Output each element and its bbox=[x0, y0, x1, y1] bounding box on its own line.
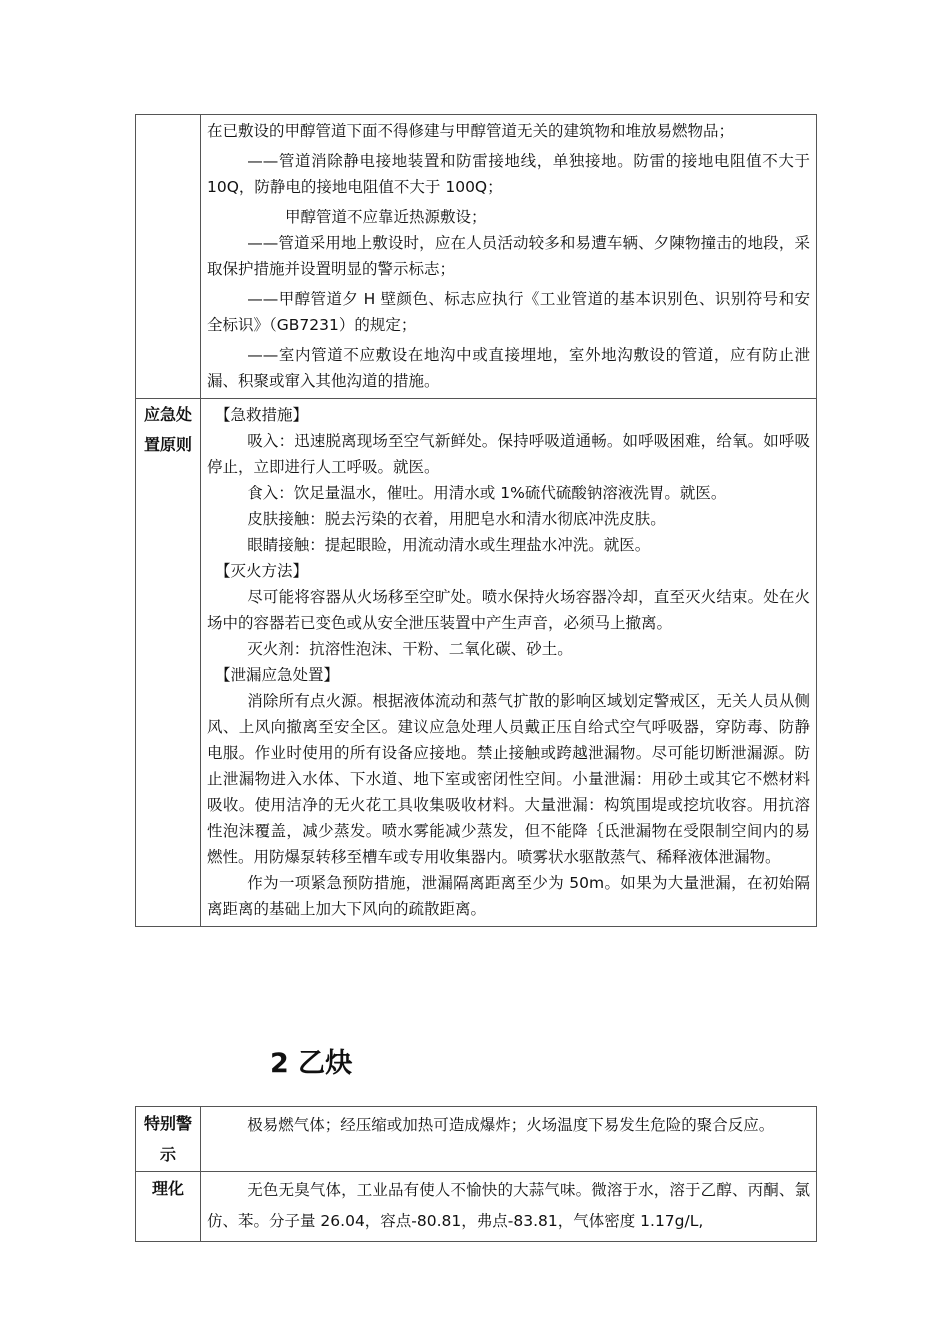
section-heading-fire-fighting: 【灭火方法】 bbox=[215, 562, 309, 580]
emergency-principles-cell bbox=[201, 399, 817, 927]
paragraph: ——管道采用地上敷设时，应在人员活动较多和易遭车辆、夕陳物撞击的地段，采取保护措施并设置明显的警示标志； bbox=[207, 234, 810, 278]
row-label-emergency: 应急处置原则 bbox=[136, 399, 201, 927]
paragraph: 消除所有点火源。根据液体流动和蒸气扩散的影响区域划定警戒区，无关人员从侧风、上风向撤离至安全区。建议应急处理人员戴正压自给式空气呼吸器，穿防毒、防静电服。作业时使用的所有设备应接地。禁止接触或跨越泄漏物。尽可能切断泄漏源。防止泄漏物进入水体、下水道、地下室或密闭性空间。小量泄漏：用砂土或其它不燃材料吸收。使用洁净的无火花工具收集吸收材料。大量泄漏：构筑围堤或挖坑收容。用抗溶性泡沫覆盖，减少蒸发。喷水雾能减少蒸发，但不能降｛氐泄漏物在受限制空间内的易燃性。用防爆泵转移至槽车或专用收集器内。喷雾状水驱散蒸气、稀释液体泄漏物。 bbox=[207, 692, 810, 866]
paragraph: 食入：饮足量温水，催吐。用清水或 1%硫代硫酸钠溶液洗胃。就医。 bbox=[247, 484, 727, 502]
section-title-acetylene: 2 乙炔 bbox=[270, 1048, 353, 1079]
section-heading-first-aid: 【急救措施】 bbox=[215, 406, 309, 424]
section-heading-spill-response: 【泄漏应急处置】 bbox=[215, 666, 340, 684]
pipeline-requirements-row bbox=[136, 115, 817, 399]
paragraph: 无色无臭气体，工业品有使人不愉快的大蒜气味。微溶于水，溶于乙醇、丙酮、氯仿、苯。分子量 26.04，容点-80.81，弗点-83.81，气体密度 1.17g/L, bbox=[207, 1181, 810, 1230]
paragraph: 尽可能将容器从火场移至空旷处。喷水保持火场容器冷却，直至灭火结束。处在火场中的容器若已变色或从安全泄压装置中产生声音，必须马上撤离。 bbox=[207, 588, 810, 632]
row-label-special-warning: 特别警示 bbox=[136, 1107, 201, 1172]
paragraph: 作为一项紧急预防措施，泄漏隔离距离至少为 50m。如果为大量泄漏，在初始隔离距离的基础上加大下风向的疏散距离。 bbox=[207, 874, 810, 918]
pipeline-requirements-cell bbox=[201, 115, 817, 399]
paragraph: 吸入：迅速脱离现场至空气新鲜处。保持呼吸道通畅。如呼吸困难，给氧。如呼吸停止，立即进行人工呼吸。就医。 bbox=[207, 432, 810, 476]
paragraph: 眼睛接触：提起眼睑，用流动清水或生理盐水冲洗。就医。 bbox=[247, 536, 651, 554]
special-warning-cell bbox=[201, 1107, 817, 1172]
acetylene-table bbox=[135, 1106, 817, 1242]
paragraph: 皮肤接触：脱去污染的衣着，用肥皂水和清水彻底冲洗皮肤。 bbox=[247, 510, 666, 528]
emergency-principles-row bbox=[136, 399, 817, 927]
paragraph: 灭火剂：抗溶性泡沫、干粉、二氧化碳、砂土。 bbox=[247, 640, 573, 658]
paragraph: 极易燃气体；经压缩或加热可造成爆炸；火场温度下易发生危险的聚合反应。 bbox=[247, 1116, 775, 1134]
special-warning-row bbox=[136, 1107, 817, 1172]
paragraph: 在已敷设的甲醇管道下面不得修建与甲醇管道无关的建筑物和堆放易燃物品； bbox=[207, 122, 735, 140]
row-label-physicochemical: 理化 bbox=[136, 1172, 201, 1242]
physicochemical-row bbox=[136, 1172, 817, 1242]
paragraph: ——甲醇管道夕 H 壁颜色、标志应执行《工业管道的基本识别色、识别符号和安全标识》（GB7231）的规定； bbox=[207, 290, 810, 334]
row-label-empty bbox=[136, 115, 201, 399]
physicochemical-cell bbox=[201, 1172, 817, 1242]
paragraph: 甲醇管道不应靠近热源敷设； bbox=[285, 208, 487, 226]
paragraph: ——管道消除静电接地装置和防雷接地线，单独接地。防雷的接地电阻值不大于 10Q，防静电的接地电阻值不大于 100Q； bbox=[207, 152, 810, 196]
paragraph: ——室内管道不应敷设在地沟中或直接埋地，室外地沟敷设的管道，应有防止泄漏、积聚或窜入其他沟道的措施。 bbox=[207, 346, 810, 390]
pipeline-safety-table bbox=[135, 114, 817, 927]
